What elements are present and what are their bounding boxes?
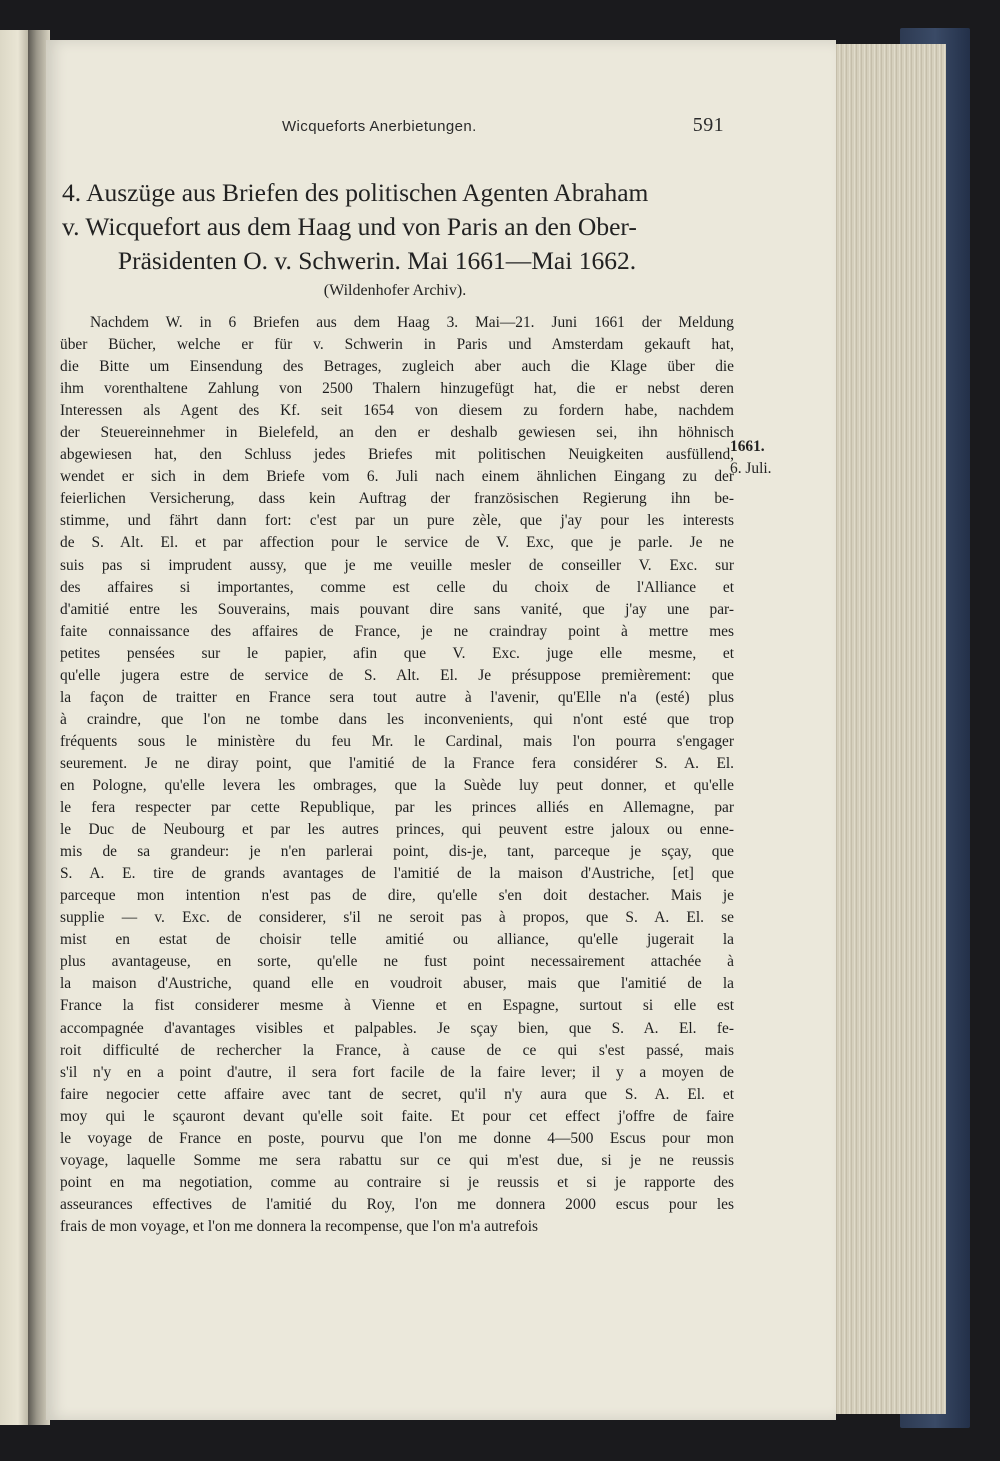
text-line: le Duc de Neubourg et par les autres princes, qui peuvent estre jaloux ou enne- (60, 821, 734, 839)
text-line: plus avantageuse, en sorte, qu'elle ne fust point necessairement attachée à (60, 953, 734, 971)
text-line: mis de sa grandeur: je n'en parlerai point, dis-je, tant, parceque je sçay, que (60, 843, 734, 861)
text-line: moy qui le sçauront devant qu'elle soit faite. Et pour cet effect j'offre de faire (60, 1107, 734, 1125)
text-line: voyage, laquelle Somme me sera rabattu sur ce qui m'est due, si je ne reussis (60, 1151, 734, 1169)
text-line: en Pologne, qu'elle levera les ombrages, que la Suède luy peut donner, et qu'elle (60, 776, 734, 794)
text-line: point en ma negotiation, comme au contraire si je reussis et si je rapporte des (60, 1173, 734, 1191)
margin-date: 6. Juli. (730, 460, 772, 477)
text-line: über Bücher, welche er für v. Schwerin in Paris und Amsterdam gekauft hat, (60, 336, 734, 354)
text-line: de S. Alt. El. et par affection pour le service de V. Exc, que je parle. Je ne (60, 534, 734, 552)
text-line: qu'elle jugera estre de service de S. Alt. El. Je présuppose premièrement: que (60, 666, 734, 684)
heading-line-3: Präsidenten O. v. Schwerin. Mai 1661—Mai 1662. (117, 246, 637, 275)
page-number: 591 (692, 114, 724, 136)
text-line: suis pas si imprudent aussy, que je me veuille mesler de conseiller V. Exc. sur (60, 556, 734, 574)
text-line: die Bitte um Einsendung des Betrages, zugleich aber auch die Klage über die (60, 358, 734, 376)
text-line: faite connaissance des affaires de France, je ne craindray point à mettre mes (60, 622, 734, 640)
page-block-edge (818, 44, 946, 1414)
text-line: stimme, und fährt dann fort: c'est par un pure zèle, que j'ay pour les interests (60, 512, 734, 530)
text-line: fréquents sous le ministère du feu Mr. le Cardinal, mais l'on pourra s'engager (60, 732, 734, 750)
text-line: Nachdem W. in 6 Briefen aus dem Haag 3. Mai—21. Juni 1661 der Meldung (90, 314, 734, 331)
text-line: des affaires si importantes, comme est celle du choix de l'Alliance et (60, 578, 734, 596)
text-line: à craindre, que l'on ne tombe dans les inconvenients, qui n'ont esté que trop (60, 710, 734, 728)
text-line: roit difficulté de rechercher la France, à cause de ce qui s'est passé, mais (60, 1041, 734, 1059)
text-line: mist en estat de choisir telle amitié ou alliance, qu'elle jugerait la (60, 931, 734, 949)
text-line: d'amitié entre les Souverains, mais pouvant dire sans vanité, que j'ay une par- (60, 600, 734, 618)
section-heading (62, 176, 732, 278)
margin-year: 1661. (730, 438, 765, 455)
text-line: S. A. E. tire de grands avantages de l'amitié de la maison d'Austriche, [et] que (60, 865, 734, 883)
text-line: la maison d'Austriche, quand elle en voudroit abuser, mais que l'amitié de la (60, 975, 734, 993)
running-head-title: Wicqueforts Anerbietungen. (282, 118, 477, 135)
text-line: petites pensées sur le papier, afin que V. Exc. juge elle mesme, et (60, 644, 734, 662)
text-line: le fera respecter par cette Republique, par les princes alliés en Allemagne, par (60, 799, 734, 817)
text-line: ihm vorenthaltene Zahlung von 2500 Thalern hinzugefügt hat, die er nebst deren (60, 380, 734, 398)
facing-page-edge (0, 30, 30, 1425)
heading-line-1: 4. Auszüge aus Briefen des politischen Agenten Abraham (62, 178, 649, 207)
text-line: asseurances effectives de l'amitié du Roy, l'on me donnera 2000 escus pour les (60, 1195, 734, 1213)
text-line: accompagnée d'avantages visibles et palpables. Je sçay bien, que S. A. El. fe- (60, 1019, 734, 1037)
text-line: la façon de traitter en France sera tout autre à l'avenir, qu'Elle n'a (esté) plus (60, 688, 734, 706)
text-line: abgewiesen hat, den Schluss jedes Briefes mit politischen Neuigkeiten ausfüllend, (60, 446, 734, 464)
text-line: der Steuereinnehmer in Bielefeld, an den er deshalb gewiesen sei, ihn höhnisch (60, 424, 734, 442)
body-text (60, 312, 734, 1238)
heading-line-2: v. Wicquefort aus dem Haag und von Paris an den Ober- (62, 212, 637, 241)
source-note: (Wildenhofer Archiv). (323, 282, 467, 299)
text-line: supplie — v. Exc. de considerer, s'il ne seroit pas à propos, que S. A. El. se (60, 909, 734, 927)
text-line: faire negocier cette affaire avec tant de secret, qu'il n'y aura que S. A. El. et (60, 1085, 734, 1103)
text-line: wendet er sich in dem Briefe vom 6. Juli nach einem ähnlichen Eingang zu der (60, 468, 734, 486)
text-line: s'il n'y en a point d'autre, il sera fort facile de la faire lever; il y a moyen de (60, 1063, 734, 1081)
text-line: Interessen als Agent des Kf. seit 1654 von diesem zu fordern habe, nachdem (60, 402, 734, 420)
text-line: feierlichen Versicherung, dass kein Auftrag der französischen Regierung ihn be- (60, 490, 734, 508)
text-line: seurement. Je ne diray point, que l'amitié de la France fera considérer S. A. El. (60, 754, 734, 772)
text-line: frais de mon voyage, et l'on me donnera la recompense, que l'on m'a autrefois (60, 1217, 538, 1235)
text-line: le voyage de France en poste, pourvu que l'on me donne 4—500 Escus pour mon (60, 1129, 734, 1147)
text-line: France la fist considerer mesme à Vienne et en Espagne, surtout si elle est (60, 997, 734, 1015)
text-line: parceque mon intention n'est pas de dire, qu'elle s'en doit destacher. Mais je (60, 887, 734, 905)
